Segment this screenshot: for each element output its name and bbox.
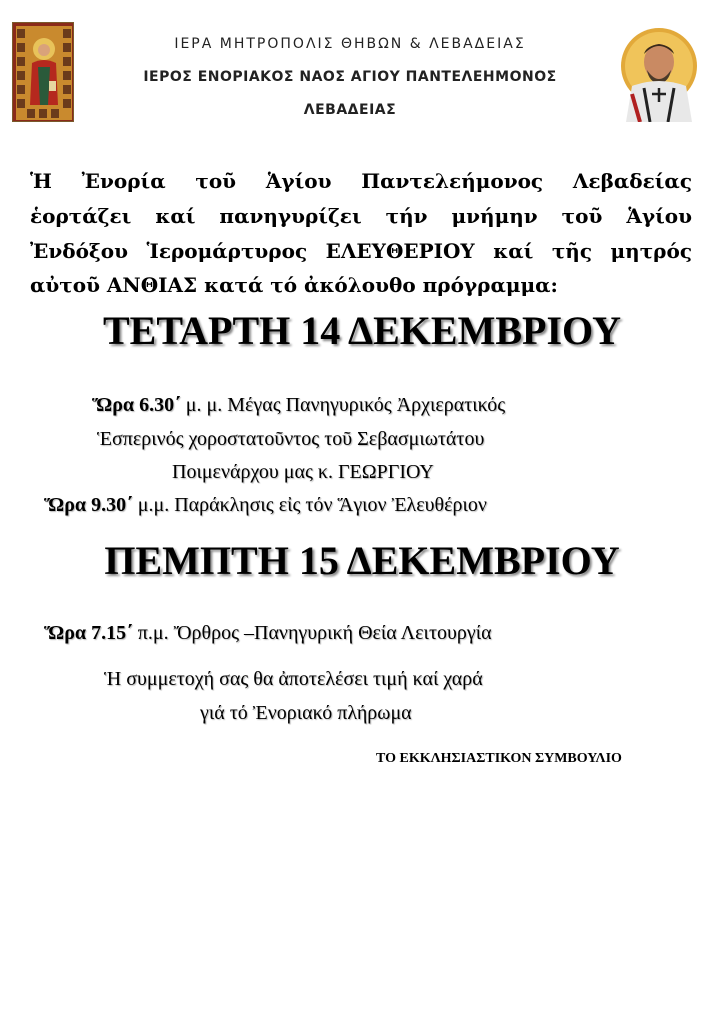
intro-line-4: αὐτοῦ ΑΝΘΙΑΣ κατά τό ἀκόλουθο πρόγραμμα: bbox=[30, 273, 558, 297]
day1-item1-text: μ. μ. Μέγας Πανηγυρικός Ἀρχιερατικός bbox=[180, 394, 506, 416]
header-city: ΛΕΒΑΔΕΙΑΣ bbox=[303, 102, 397, 118]
day2-item1-time: Ὥρα 7.15΄ bbox=[44, 622, 133, 644]
closing-line-2: γιά τό Ἐνοριακό πλήρωμα bbox=[200, 702, 412, 724]
saint-panteleimon-icon bbox=[12, 22, 74, 122]
intro-line-1: Ἡ Ἐνορία τοῦ Ἁγίου Παντελεήμονος Λεβαδείας bbox=[30, 169, 692, 193]
header-diocese: ΙΕΡΑ ΜΗΤΡΟΠΟΛΙΣ ΘΗΒΩΝ & ΛΕΒΑΔΕΙΑΣ bbox=[174, 36, 526, 52]
day1-item1-line2: Ἑσπερινός χοροστατοῦντος τοῦ Σεβασμιωτάτου bbox=[97, 428, 485, 450]
closing-line-1: Ἡ συμμετοχή σας θα ἀποτελέσει τιμή καί χαρά bbox=[104, 668, 483, 690]
header-parish-church: ΙΕΡΟΣ ΕΝΟΡΙΑΚΟΣ ΝΑΟΣ ΑΓΙΟΥ ΠΑΝΤΕΛΕΗΜΟΝΟΣ bbox=[143, 69, 557, 85]
day1-item1 bbox=[92, 394, 505, 417]
day2-title: ΠΕΜΠΤΗ 15 ΔΕΚΕΜΒΡΙΟΥ bbox=[104, 538, 620, 583]
day1-item1-time: Ὥρα 6.30΄ bbox=[92, 394, 181, 416]
day1-item2-text: μ.μ. Παράκλησις εἰς τόν Ἅγιον Ἐλευθέριον bbox=[132, 494, 487, 516]
day1-item2-time: Ὥρα 9.30΄ bbox=[44, 494, 133, 516]
day2-item1 bbox=[44, 622, 492, 645]
intro-line-3: Ἐνδόξου Ἱερομάρτυρος ΕΛΕΥΘΕΡΙΟΥ καί τῆς μητρός bbox=[30, 239, 692, 263]
day1-item1-line3: Ποιμενάρχου μας κ. ΓΕΩΡΓΙΟΥ bbox=[172, 461, 434, 483]
intro-line-2: ἑορτάζει καί πανηγυρίζει τήν μνήμην τοῦ Ἁγίου bbox=[30, 204, 692, 228]
signature-council: ΤΟ ΕΚΚΛΗΣΙΑΣΤΙΚΟΝ ΣΥΜΒΟΥΛΙΟ bbox=[376, 751, 622, 766]
day1-item2 bbox=[44, 494, 487, 517]
saint-eleftherios-icon bbox=[614, 24, 704, 122]
day1-title: ΤΕΤΑΡΤΗ 14 ΔΕΚΕΜΒΡΙΟΥ bbox=[102, 308, 621, 353]
day2-item1-text: π.μ. Ὄρθρος –Πανηγυρική Θεία Λειτουργία bbox=[132, 622, 492, 644]
